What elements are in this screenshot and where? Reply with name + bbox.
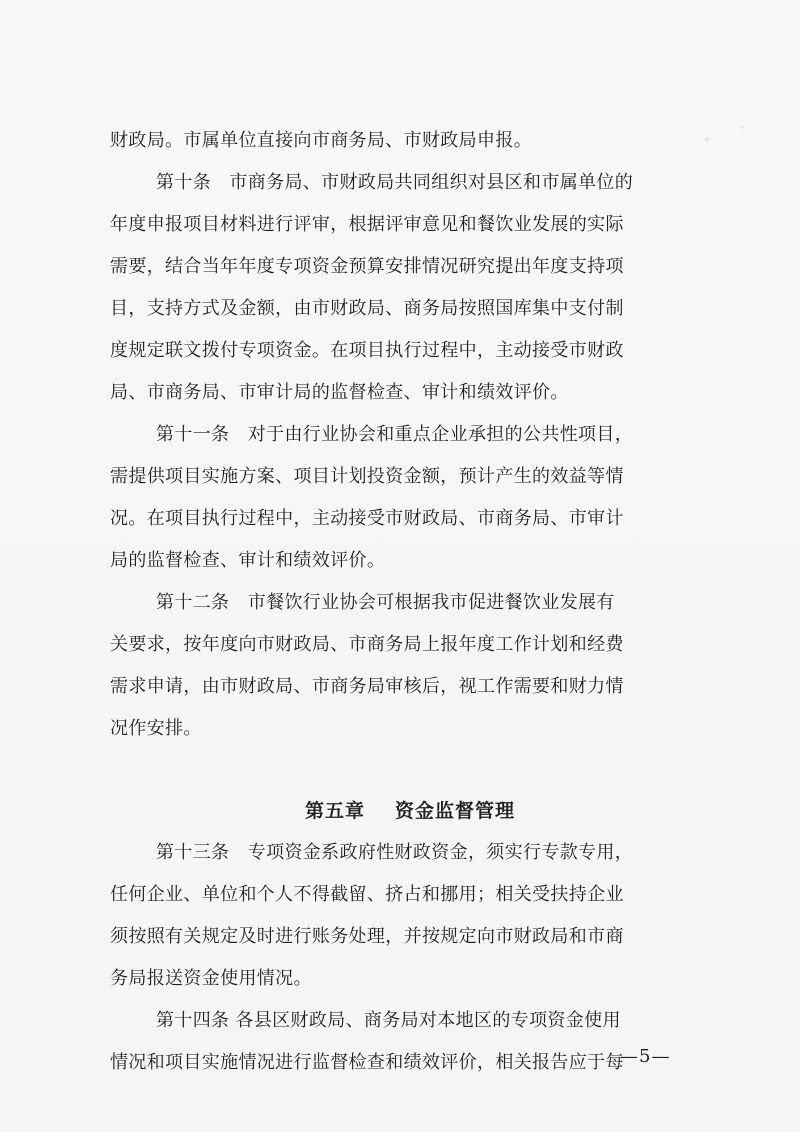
paragraph-article-14 [110,1000,710,1084]
paragraph-intro [110,120,710,162]
text-line: 度规定联文拨付专项资金。在项目执行过程中，主动接受市财政 [110,340,624,361]
paragraph-article-12 [110,582,710,750]
text-line: 任何企业、单位和个人不得截留、挤占和挪用；相关受扶持企业 [110,884,624,905]
text-line: 需提供项目实施方案、项目计划投资金额，预计产生的效益等情 [110,466,624,487]
text-line: 财政局。市属单位直接向市商务局、市财政局申报。 [110,130,533,151]
text-line: 况。在项目执行过程中，主动接受市财政局、市商务局、市审计 [110,508,624,529]
text-line: 第十条 市商务局、市财政局共同组织对县区和市属单位的 [156,172,634,193]
text-line: 第十一条 对于由行业协会和重点企业承担的公共性项目， [156,424,634,445]
text-line: 需求申请，由市财政局、市商务局审核后，视工作需要和财力情 [110,676,624,697]
text-line: 务局报送资金使用情况。 [110,968,312,989]
text-line: 需要，结合当年年度专项资金预算安排情况研究提出年度支持项 [110,256,624,277]
page-number: —5— [620,1046,671,1067]
document-body [110,120,710,1084]
text-line: 关要求，按年度向市财政局、市商务局上报年度工作计划和经费 [110,634,624,655]
text-line: 局、市商务局、市审计局的监督检查、审计和绩效评价。 [110,382,569,403]
paragraph-article-13 [110,832,710,1000]
text-line: 年度申报项目材料进行评审，根据评审意见和餐饮业发展的实际 [110,214,624,235]
text-line: 情况和项目实施情况进行监督检查和绩效评价，相关报告应于每 [110,1052,624,1073]
text-line: 第十二条 市餐饮行业协会可根据我市促进餐饮业发展有 [156,592,615,613]
chapter-title: 资金监督管理 [395,800,516,822]
paragraph-article-10 [110,162,710,414]
text-line: 第十三条 专项资金系政府性财政资金，须实行专款专用， [156,842,634,863]
text-line: 局的监督检查、审计和绩效评价。 [110,550,386,571]
text-line: 况作安排。 [110,718,202,739]
chapter-heading [110,790,710,832]
text-line: 须按照有关规定及时进行账务处理，并按规定向市财政局和市商 [110,926,624,947]
paragraph-article-11 [110,414,710,582]
text-line: 第十四条 各县区财政局、商务局对本地区的专项资金使用 [156,1010,621,1031]
chapter-number: 第五章 [304,800,365,822]
text-line: 目，支持方式及金额，由市财政局、商务局按照国库集中支付制 [110,298,624,319]
scan-speck [741,126,744,129]
